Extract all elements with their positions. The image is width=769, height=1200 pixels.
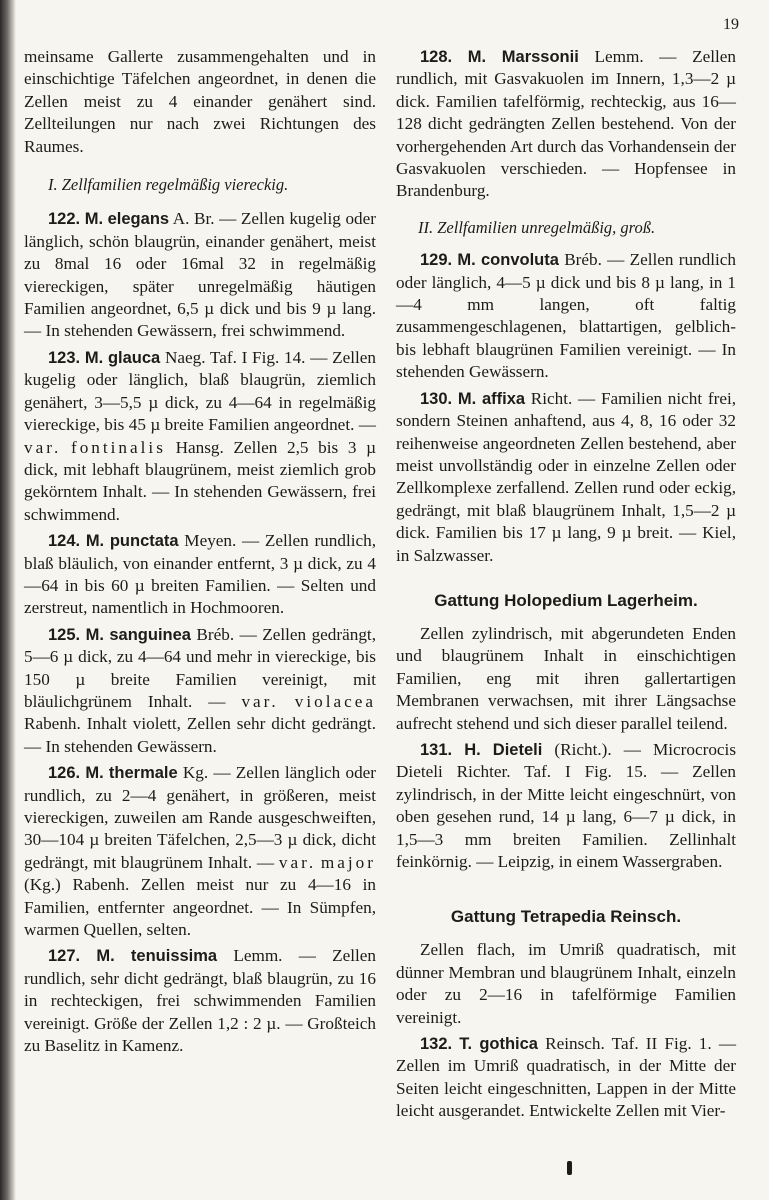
entry-genus: H. (464, 740, 481, 759)
entry-number: 125. (48, 625, 81, 644)
entry-epithet: sanguinea (109, 625, 191, 644)
entry-number: 130. (420, 389, 453, 408)
species-entry-125 (24, 624, 376, 758)
entry-number: 131. (420, 740, 453, 759)
genus-description-holopedium: Zellen zylindrisch, mit abgerundeten Enden und blaugrünem Inhalt in einschichtigen Familien, eng mit ihren gallertartigen Membranen verwachsen, mit ihrer Längsachse aufrecht stehend und sich dieser parallel teilend. (396, 623, 736, 733)
entry-epithet: punctata (109, 532, 179, 551)
entry-genus: M. (85, 764, 104, 783)
genus-heading-tetrapedia: Gattung Tetrapedia Reinsch. (450, 907, 682, 927)
entry-epithet: Dieteli (492, 740, 543, 759)
entry-text: Kg. — Zellen länglich oder rundlich, zu 2—4 genähert, in größeren, meist viereckigen, zuweilen am Rande ausgeschweiften, 30—104 µ breiten Täfelchen, 2,5—3 µ dick, dicht gedrängt, mit blaugrünem Inhalt. — (24, 763, 377, 872)
entry-number: 132. (420, 1035, 453, 1054)
variety-prefix: var. (24, 437, 62, 457)
entry-epithet: convoluta (481, 251, 559, 270)
entry-text: Naeg. Taf. I Fig. 14. — Zellen kugelig oder länglich, blaß blaugrün, ziemlich genähert, 3—5,5 µ dick, zu 4—64 in regelmäßig viereckige, bis 45 µ breite Familien angeordnet. — (24, 347, 377, 435)
entry-text: (Richt.). — Microcrocis Dieteli Richter. Taf. I Fig. 15. — Zellen zylindrisch, in der Mitte leicht eingeschnürt, von oben gesehen rund, 14 µ lang, 6—7 µ dick, in 1,5—3 mm breiten Familien. Zellinhalt feinkörnig. — Leipzig, in einem Wassergraben. (396, 739, 737, 871)
species-entry-130 (396, 388, 736, 567)
genus-heading-holopedium: Gattung Holopedium Lagerheim. (434, 590, 698, 610)
section-heading-regular: I. Zellfamilien regelmäßig viereckig. (48, 175, 289, 195)
entry-epithet: thermale (108, 764, 178, 783)
entry-text: Richt. — Familien nicht frei, sondern Steinen anhaftend, aus 4, 8, 16 oder 32 reihenweise angeordneten Zellen bestehend, aber meist unvollständig oder in einzelne Zellen oder Zellkomplexe zerfallend. Zellen rund oder eckig, gedrängt, mit blaß blaugrünem Inhalt, 1,5—2 µ dick. Familien bis 17 µ lang, 9 µ breit. — Kiel, in Salzwasser. (396, 388, 737, 565)
variety-name: fontinalis (70, 437, 166, 457)
species-entry-122 (24, 208, 376, 342)
variety-prefix: var. (278, 852, 317, 872)
species-entry-131 (396, 739, 736, 873)
entry-genus: M. (84, 210, 104, 229)
intro-paragraph: meinsame Gallerte zusammengehalten und in einschichtige Täfelchen angeordnet, in denen die Zellen meist zu 4 einander genähert sind. Zellteilungen nur nach zwei Richtungen des Raumes. (24, 47, 376, 156)
section-heading-irregular: II. Zellfamilien unregelmäßig, groß. (418, 217, 656, 237)
species-entry-132 (396, 1033, 736, 1123)
page-binding-shadow (0, 0, 16, 1200)
variety-name: major (320, 852, 376, 872)
entry-text: Bréb. — Zellen gedrängt, 5—6 µ dick, zu 4—64 und mehr in viereckige, bis 150 µ breite Familien vereinigt, mit bläulichgrünem Inhalt. — (24, 624, 376, 711)
right-column (396, 46, 736, 1123)
entry-text: Reinsch. Taf. II Fig. 1. — Zellen im Umriß quadratisch, in der Mitte der Seiten leicht eingeschnitten, Lappen in der Mitte leicht ausgerandet. Entwickelte Zellen mit Vier- (396, 1034, 737, 1121)
variety-prefix: var. (241, 691, 279, 711)
entry-number: 124. (48, 532, 81, 551)
entry-number: 129. (420, 251, 453, 270)
entry-number: 126. (48, 764, 81, 783)
entry-genus: T. (459, 1035, 473, 1054)
entry-number: 128. (420, 48, 453, 66)
entry-text-continued: Hansg. Zellen 2,5 bis 3 µ dick, mit lebhaft blaugrünem, meist ziemlich grob gekörntem Inhalt. — In stehenden Gewässern, frei schwimmend. (24, 437, 377, 524)
entry-epithet: glauca (107, 348, 161, 367)
left-column (24, 46, 376, 1057)
entry-text: Lemm. — Zellen rundlich, mit Gasvakuolen im Innern, 1,3—2 µ dick. Familien tafelförmig, rechteckig, aus 16—128 dicht gedrängten Zellen bestehend. Von der vorhergehenden Art durch das Vorhandensein der Gasvakuolen verschieden. — Hopfensee in Brandenburg. (396, 47, 737, 201)
entry-epithet: affixa (481, 389, 526, 408)
printer-mark (567, 1161, 572, 1175)
entry-text: Bréb. — Zellen rundlich oder länglich, 4—5 µ dick und bis 8 µ lang, in 1—4 mm langen, oft faltig zusammengeschlagenen, blattartigen, gelblich- bis lebhaft blaugrünen Familien vereinigt. — In stehenden Gewässern. (396, 250, 737, 382)
entry-text-continued: (Kg.) Rabenh. Zellen meist nur zu 4—16 in Familien, entfernter angeordnet. — In Sümpfen, warmen Quellen, selten. (24, 875, 376, 940)
species-entry-123 (24, 347, 376, 526)
species-entry-129 (396, 249, 736, 383)
page-number: 19 (723, 16, 739, 33)
entry-number: 123. (48, 348, 81, 367)
entry-number: 127. (48, 947, 81, 966)
species-entry-128 (396, 46, 736, 203)
entry-text: A. Br. — Zellen kugelig oder länglich, schön blaugrün, einander genähert, meist zu 8mal 16 oder 16mal 32 in regelmäßig viereckigen, später unregelmäßig häutigen Familien angeordnet, 6,5 µ dick und bis 9 µ lang. — In stehenden Gewässern, frei schwimmend. (24, 209, 377, 341)
species-entry-126 (24, 762, 376, 941)
entry-genus: M. (457, 389, 477, 408)
entry-genus: M. (467, 48, 487, 66)
entry-genus: M. (457, 251, 476, 270)
genus-description-tetrapedia: Zellen flach, im Umriß quadratisch, mit dünner Membran und blaugrünem Inhalt, einzeln oder zu 2—16 in tafelförmige Familien vereinigt. (396, 940, 736, 1027)
entry-genus: M. (96, 947, 115, 966)
species-entry-127 (24, 945, 376, 1057)
entry-number: 122. (48, 210, 81, 229)
entry-text-continued: Rabenh. Inhalt violett, Zellen sehr dicht gedrängt. — In stehenden Gewässern. (24, 714, 376, 756)
entry-text: Lemm. — Zellen rundlich, sehr dicht gedrängt, blaß blaugrün, zu 16 in rechteckigen, frei schwimmenden Familien vereinigt. Größe der Zellen 1,2 : 2 µ. — Großteich zu Baselitz in Kamenz. (24, 946, 376, 1056)
entry-epithet: tenuissima (130, 947, 218, 966)
entry-text: Meyen. — Zellen rundlich, blaß bläulich, von einander entfernt, 3 µ dick, zu 4—64 in bis 60 µ breiten Familien. — Selten und zerstreut, namentlich in Hochmooren. (24, 531, 377, 618)
entry-genus: M. (84, 348, 104, 367)
species-entry-124 (24, 530, 376, 620)
entry-epithet: gothica (479, 1035, 538, 1054)
entry-genus: M. (85, 532, 105, 551)
entry-epithet: elegans (107, 210, 170, 229)
variety-name: violacea (294, 691, 376, 711)
entry-epithet: Marssonii (501, 48, 579, 66)
entry-genus: M. (85, 625, 104, 644)
